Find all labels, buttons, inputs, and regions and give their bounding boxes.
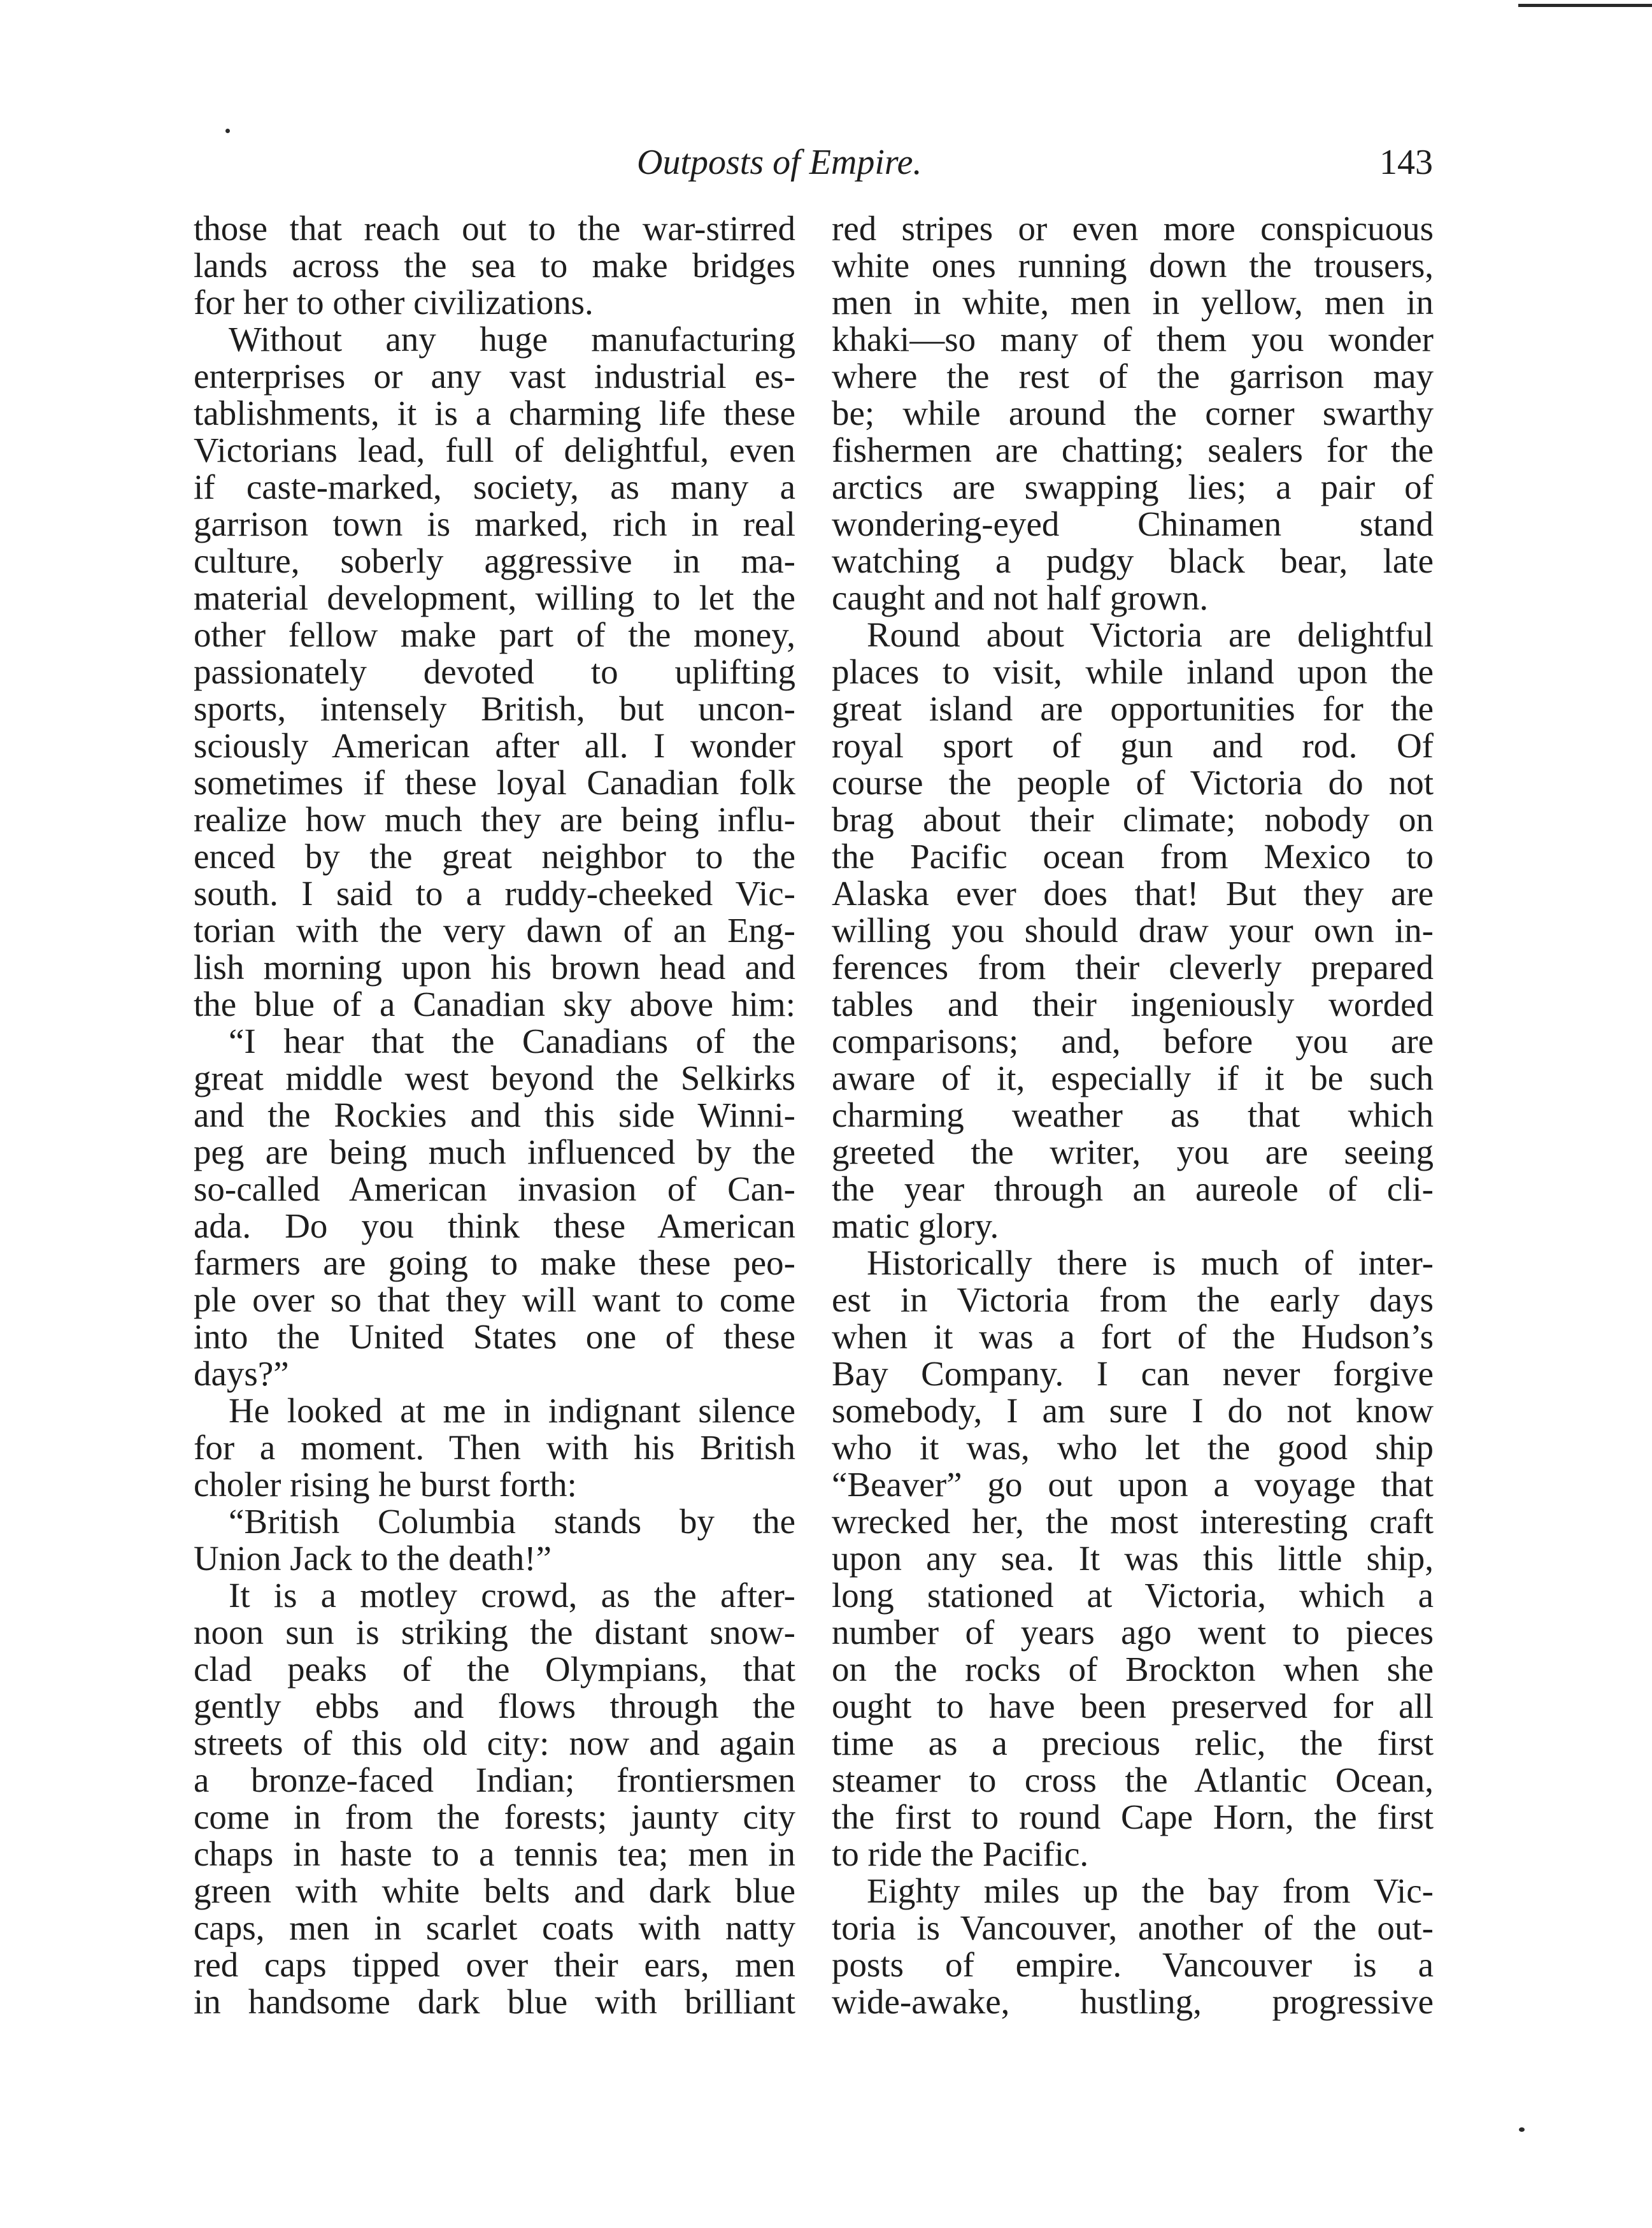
text-line: other fellow make part of the money, [194,615,795,654]
text-line: Victorians lead, full of delightful, even [194,431,795,469]
text-line: posts of empire. Vancouver is a [832,1945,1434,1984]
left-text-column [194,210,795,2020]
text-line: Eighty miles up the bay from Vic- [867,1871,1434,1910]
text-line: Without any huge manufacturing [229,320,795,359]
text-line: material development, willing to let the [194,578,795,617]
text-line: so-called American invasion of Can- [194,1169,795,1208]
text-line: Alaska ever does that! But they are [832,874,1434,913]
text-line: wrecked her, the most interesting craft [832,1502,1434,1541]
text-line: realize how much they are being influ- [194,800,795,839]
text-line: red stripes or even more conspicuous [832,209,1434,248]
text-line: sports, intensely British, but uncon- [194,689,795,728]
text-line: be; while around the corner swarthy [832,394,1434,432]
text-line: tables and their ingeniously worded [832,985,1434,1024]
text-line: “Beaver” go out upon a voyage that [832,1465,1434,1504]
text-line: in handsome dark blue with brilliant [194,1982,795,2021]
text-line: toria is Vancouver, another of the out- [832,1908,1434,1947]
text-line: wide-awake, hustling, progressive [832,1982,1434,2021]
text-line: green with white belts and dark blue [194,1871,795,1910]
text-line: those that reach out to the war-stirred [194,209,795,248]
text-line: comparisons; and, before you are [832,1022,1434,1060]
text-line: red caps tipped over their ears, men [194,1945,795,1984]
text-line: “British Columbia stands by the [229,1502,795,1541]
text-line: caps, men in scarlet coats with natty [194,1908,795,1947]
text-line: the blue of a Canadian sky above him: [194,985,795,1024]
text-line: for her to other civilizations. [194,283,594,322]
text-line: ferences from their cleverly prepared [832,948,1434,987]
text-line: where the rest of the garrison may [832,357,1434,396]
text-line: ought to have been preserved for all [832,1687,1434,1725]
text-line: passionately devoted to uplifting [194,652,795,691]
text-line: lands across the sea to make bridges [194,246,795,285]
text-line: on the rocks of Brockton when she [832,1650,1434,1689]
text-line: white ones running down the trousers, [832,246,1434,285]
text-line: greeted the writer, you are seeing [832,1132,1434,1171]
text-line: royal sport of gun and rod. Of [832,726,1434,765]
text-line: peg are being much influenced by the [194,1132,795,1171]
text-line: a bronze-faced Indian; frontiersmen [194,1760,795,1799]
text-line: sciously American after all. I wonder [194,726,795,765]
text-line: torian with the very dawn of an Eng- [194,911,795,950]
text-line: willing you should draw your own in- [832,911,1434,950]
text-line: streets of this old city: now and again [194,1724,795,1762]
text-line: caught and not half grown. [832,578,1209,617]
text-line: charming weather as that which [832,1096,1434,1134]
page-number: 143 [1379,143,1433,182]
text-line: chaps in haste to a tennis tea; men in [194,1834,795,1873]
text-line: farmers are going to make these peo- [194,1243,795,1282]
text-line: the year through an aureole of cli- [832,1169,1434,1208]
ink-speck [225,129,230,133]
text-line: He looked at me in indignant silence [229,1391,795,1430]
ink-speck [1519,2127,1525,2132]
text-line: places to visit, while inland upon the [832,652,1434,691]
text-line: who it was, who let the good ship [832,1428,1434,1467]
text-line: “I hear that the Canadians of the [229,1022,795,1060]
text-line: somebody, I am sure I do not know [832,1391,1434,1430]
text-line: long stationed at Victoria, which a [832,1576,1434,1615]
text-line: time as a precious relic, the first [832,1724,1434,1762]
text-line: watching a pudgy black bear, late [832,541,1434,580]
text-line: Historically there is much of inter- [867,1243,1434,1282]
running-title: Outposts of Empire. [637,143,922,182]
text-line: great middle west beyond the Selkirks [194,1059,795,1097]
text-line: come in from the forests; jaunty city [194,1797,795,1836]
text-line: sometimes if these loyal Canadian folk [194,763,795,802]
text-line: khaki—so many of them you wonder [832,320,1434,359]
text-line: wondering-eyed Chinamen stand [832,504,1434,543]
text-line: It is a motley crowd, as the after- [229,1576,795,1615]
text-line: fishermen are chatting; sealers for the [832,431,1434,469]
text-line: the first to round Cape Horn, the first [832,1797,1434,1836]
text-line: for a moment. Then with his British [194,1428,795,1467]
text-line: choler rising he burst forth: [194,1465,577,1504]
text-line: great island are opportunities for the [832,689,1434,728]
text-line: ple over so that they will want to come [194,1280,795,1319]
right-text-column [832,210,1434,2020]
text-line: men in white, men in yellow, men in [832,283,1434,322]
text-line: the Pacific ocean from Mexico to [832,837,1434,876]
text-line: arctics are swapping lies; a pair of [832,468,1434,506]
text-line: and the Rockies and this side Winni- [194,1096,795,1134]
text-line: Round about Victoria are delightful [867,615,1434,654]
text-line: est in Victoria from the early days [832,1280,1434,1319]
text-line: upon any sea. It was this little ship, [832,1539,1434,1578]
text-line: enced by the great neighbor to the [194,837,795,876]
text-line: culture, soberly aggressive in ma- [194,541,795,580]
text-line: Bay Company. I can never forgive [832,1354,1434,1393]
text-line: course the people of Victoria do not [832,763,1434,802]
text-line: garrison town is marked, rich in real [194,504,795,543]
text-line: steamer to cross the Atlantic Ocean, [832,1760,1434,1799]
running-header [191,134,1433,191]
text-line: when it was a fort of the Hudson’s [832,1317,1434,1356]
text-line: south. I said to a ruddy-cheeked Vic- [194,874,795,913]
text-line: aware of it, especially if it be such [832,1059,1434,1097]
text-line: ada. Do you think these American [194,1206,795,1245]
text-line: brag about their climate; nobody on [832,800,1434,839]
text-line: tablishments, it is a charming life these [194,394,795,432]
text-line: days?” [194,1354,289,1393]
top-edge-rule [1518,4,1652,7]
text-line: lish morning upon his brown head and [194,948,795,987]
text-line: clad peaks of the Olympians, that [194,1650,795,1689]
text-line: Union Jack to the death!” [194,1539,552,1578]
text-line: matic glory. [832,1206,999,1245]
text-line: gently ebbs and flows through the [194,1687,795,1725]
text-line: enterprises or any vast industrial es- [194,357,795,396]
text-line: into the United States one of these [194,1317,795,1356]
text-line: noon sun is striking the distant snow- [194,1613,795,1652]
text-line: if caste-marked, society, as many a [194,468,795,506]
text-line: to ride the Pacific. [832,1834,1089,1873]
text-line: number of years ago went to pieces [832,1613,1434,1652]
